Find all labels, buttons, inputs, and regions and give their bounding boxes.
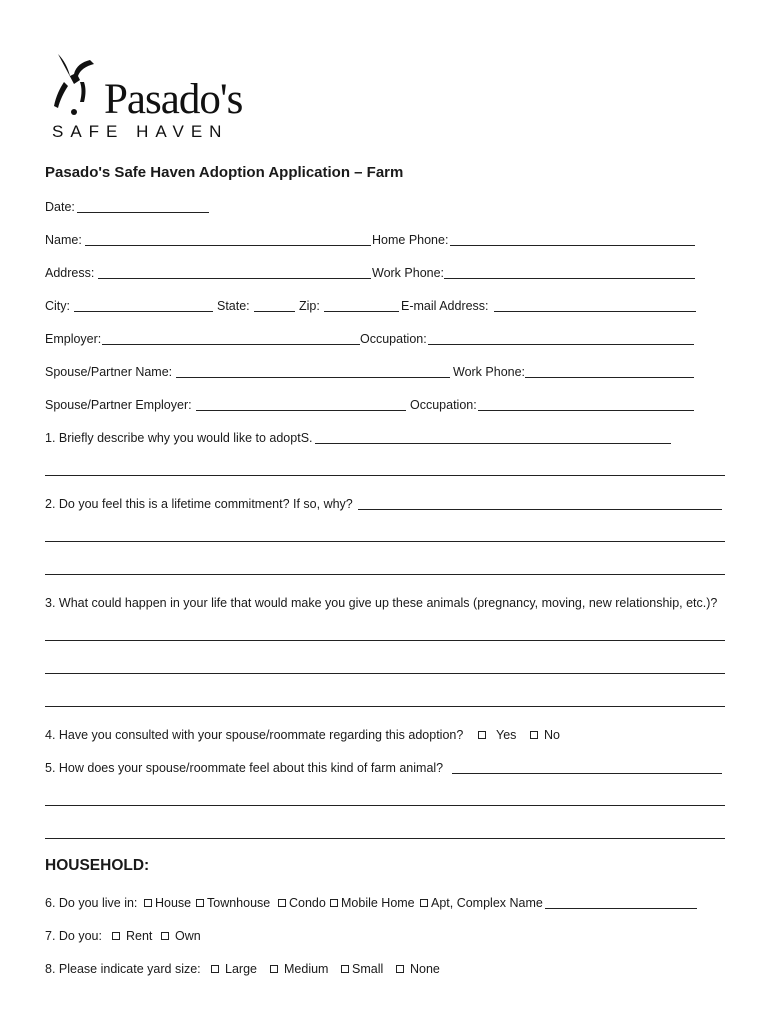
spouse-name-label: Spouse/Partner Name:: [45, 365, 173, 379]
employer-field[interactable]: [102, 344, 360, 345]
page-title: Pasado's Safe Haven Adoption Application – Farm: [45, 164, 404, 181]
email-field[interactable]: [494, 311, 696, 312]
question-6-text: 6. Do you live in:: [45, 896, 138, 910]
question-7-text: 7. Do you:: [45, 929, 102, 943]
spouse-work-phone-label: Work Phone:: [453, 365, 526, 379]
zip-label: Zip:: [299, 299, 320, 313]
answer-line[interactable]: [45, 574, 725, 575]
spouse-name-field[interactable]: [176, 377, 450, 378]
name-label: Name:: [45, 233, 82, 247]
answer-line[interactable]: [45, 640, 725, 641]
date-label: Date:: [45, 200, 75, 214]
zip-field[interactable]: [324, 311, 399, 312]
mobile-home-checkbox[interactable]: [330, 899, 338, 907]
question-2-text: 2. Do you feel this is a lifetime commitment? If so, why?: [45, 497, 353, 511]
house-checkbox[interactable]: [144, 899, 152, 907]
apt-checkbox[interactable]: [420, 899, 428, 907]
condo-checkbox[interactable]: [278, 899, 286, 907]
spouse-occupation-label: Occupation:: [410, 398, 477, 412]
no-label: No: [544, 728, 560, 742]
question-1-text: 1. Briefly describe why you would like to adoptS.: [45, 431, 313, 445]
work-phone-label: Work Phone:: [372, 266, 445, 280]
pasados-logo: [52, 52, 252, 144]
condo-label: Condo: [289, 896, 326, 910]
rent-label: Rent: [126, 929, 153, 943]
question-2-field[interactable]: [358, 509, 722, 510]
city-label: City:: [45, 299, 70, 313]
yes-label: Yes: [496, 728, 517, 742]
answer-line[interactable]: [45, 673, 725, 674]
home-phone-label: Home Phone:: [372, 233, 449, 247]
answer-line[interactable]: [45, 706, 725, 707]
occupation-label: Occupation:: [360, 332, 427, 346]
employer-label: Employer:: [45, 332, 102, 346]
complex-name-field[interactable]: [545, 908, 697, 909]
home-phone-field[interactable]: [450, 245, 695, 246]
small-label: Small: [352, 962, 384, 976]
medium-label: Medium: [284, 962, 329, 976]
city-field[interactable]: [74, 311, 213, 312]
spouse-occupation-field[interactable]: [478, 410, 694, 411]
apt-label: Apt, Complex Name: [431, 896, 543, 910]
large-label: Large: [225, 962, 257, 976]
medium-checkbox[interactable]: [270, 965, 278, 973]
own-label: Own: [175, 929, 201, 943]
rent-checkbox[interactable]: [112, 932, 120, 940]
question-3-text: 3. What could happen in your life that would make you give up these animals (pregnancy, moving, new relationship, etc.)?: [45, 596, 718, 610]
question-1-field[interactable]: [315, 443, 671, 444]
no-checkbox[interactable]: [530, 731, 538, 739]
name-field[interactable]: [85, 245, 371, 246]
logo-name: Pasado's: [104, 76, 243, 123]
large-checkbox[interactable]: [211, 965, 219, 973]
none-checkbox[interactable]: [396, 965, 404, 973]
answer-line[interactable]: [45, 838, 725, 839]
question-5-text: 5. How does your spouse/roommate feel about this kind of farm animal?: [45, 761, 444, 775]
state-label: State:: [217, 299, 250, 313]
spouse-employer-field[interactable]: [196, 410, 406, 411]
spouse-employer-label: Spouse/Partner Employer:: [45, 398, 192, 412]
logo-tagline: SAFE HAVEN: [52, 122, 229, 141]
question-4-text: 4. Have you consulted with your spouse/roommate regarding this adoption?: [45, 728, 464, 742]
small-checkbox[interactable]: [341, 965, 349, 973]
date-field[interactable]: [77, 212, 209, 213]
none-label: None: [410, 962, 440, 976]
townhouse-checkbox[interactable]: [196, 899, 204, 907]
own-checkbox[interactable]: [161, 932, 169, 940]
work-phone-field[interactable]: [444, 278, 695, 279]
question-8-text: 8. Please indicate yard size:: [45, 962, 201, 976]
house-label: House: [155, 896, 192, 910]
address-label: Address:: [45, 266, 95, 280]
household-heading: HOUSEHOLD:: [45, 857, 150, 874]
answer-line[interactable]: [45, 805, 725, 806]
address-field[interactable]: [98, 278, 371, 279]
answer-line[interactable]: [45, 475, 725, 476]
yes-checkbox[interactable]: [478, 731, 486, 739]
townhouse-label: Townhouse: [207, 896, 271, 910]
donkey-silhouette-icon: [52, 54, 112, 116]
question-5-field[interactable]: [452, 773, 722, 774]
mobile-home-label: Mobile Home: [341, 896, 415, 910]
spouse-work-phone-field[interactable]: [525, 377, 694, 378]
occupation-field[interactable]: [428, 344, 694, 345]
state-field[interactable]: [254, 311, 295, 312]
answer-line[interactable]: [45, 541, 725, 542]
email-label: E-mail Address:: [401, 299, 489, 313]
